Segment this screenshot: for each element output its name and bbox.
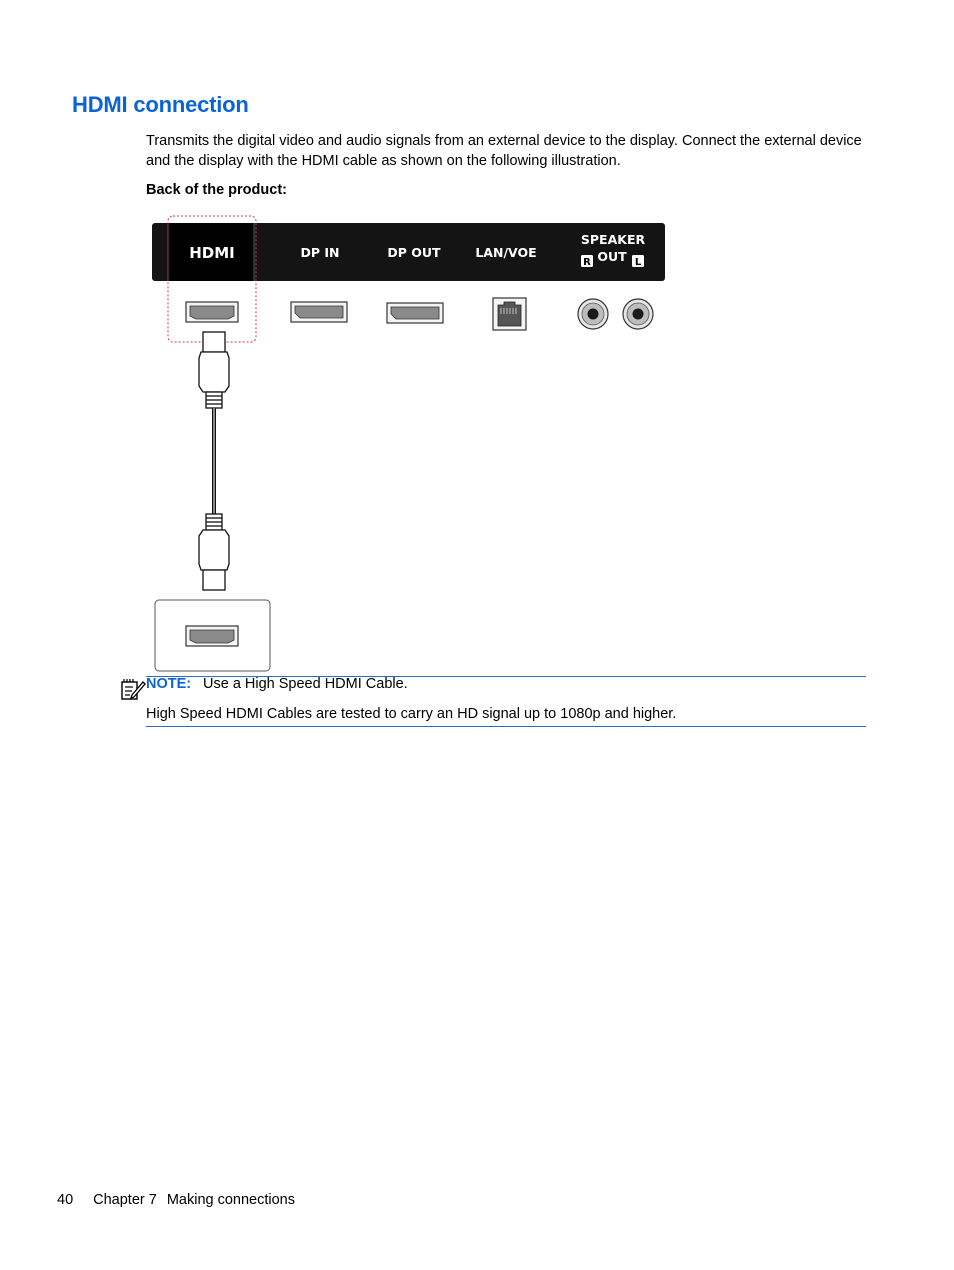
hdmi-port-label: HDMI (189, 244, 235, 262)
figure-caption: Back of the product: (146, 182, 287, 198)
note-bottom-rule (146, 726, 866, 727)
page-footer (57, 1192, 295, 1208)
hdmi-port (186, 302, 238, 322)
note-text: Use a High Speed HDMI Cable. (203, 676, 408, 692)
external-device (155, 600, 270, 671)
speaker-right-badge (581, 255, 593, 268)
note-label: NOTE: (146, 676, 192, 692)
speaker-left-letter: L (634, 257, 642, 268)
dp-in-port (291, 302, 347, 322)
speaker-label: SPEAKER (580, 232, 646, 247)
dp-in-port-label: DP IN (300, 245, 340, 260)
chapter-title: Making connections (166, 1192, 295, 1208)
note-icon (120, 677, 146, 701)
speaker-right-letter: R (583, 257, 591, 268)
hdmi-connection-illustration (148, 212, 668, 674)
dp-out-port (387, 303, 443, 323)
speaker-jack-left (623, 299, 653, 329)
speaker-out-label: OUT (597, 249, 627, 264)
speaker-jack-right (578, 299, 608, 329)
hdmi-cable (199, 332, 229, 590)
section-title: HDMI connection (72, 92, 249, 117)
lan-port (493, 298, 526, 330)
section-description: Transmits the digital video and audio signals from an external device to the display. Connect the external device and the display with the HDMI cable as shown on the following illustration. (146, 133, 862, 169)
note-detail: High Speed HDMI Cables are tested to carry an HD signal up to 1080p and higher. (146, 706, 677, 722)
lan-port-label: LAN/VOE (475, 245, 537, 260)
page-number: 40 (57, 1192, 74, 1208)
dp-out-port-label: DP OUT (387, 245, 441, 260)
speaker-left-badge (632, 255, 644, 268)
chapter-label: Chapter 7 (93, 1192, 157, 1208)
